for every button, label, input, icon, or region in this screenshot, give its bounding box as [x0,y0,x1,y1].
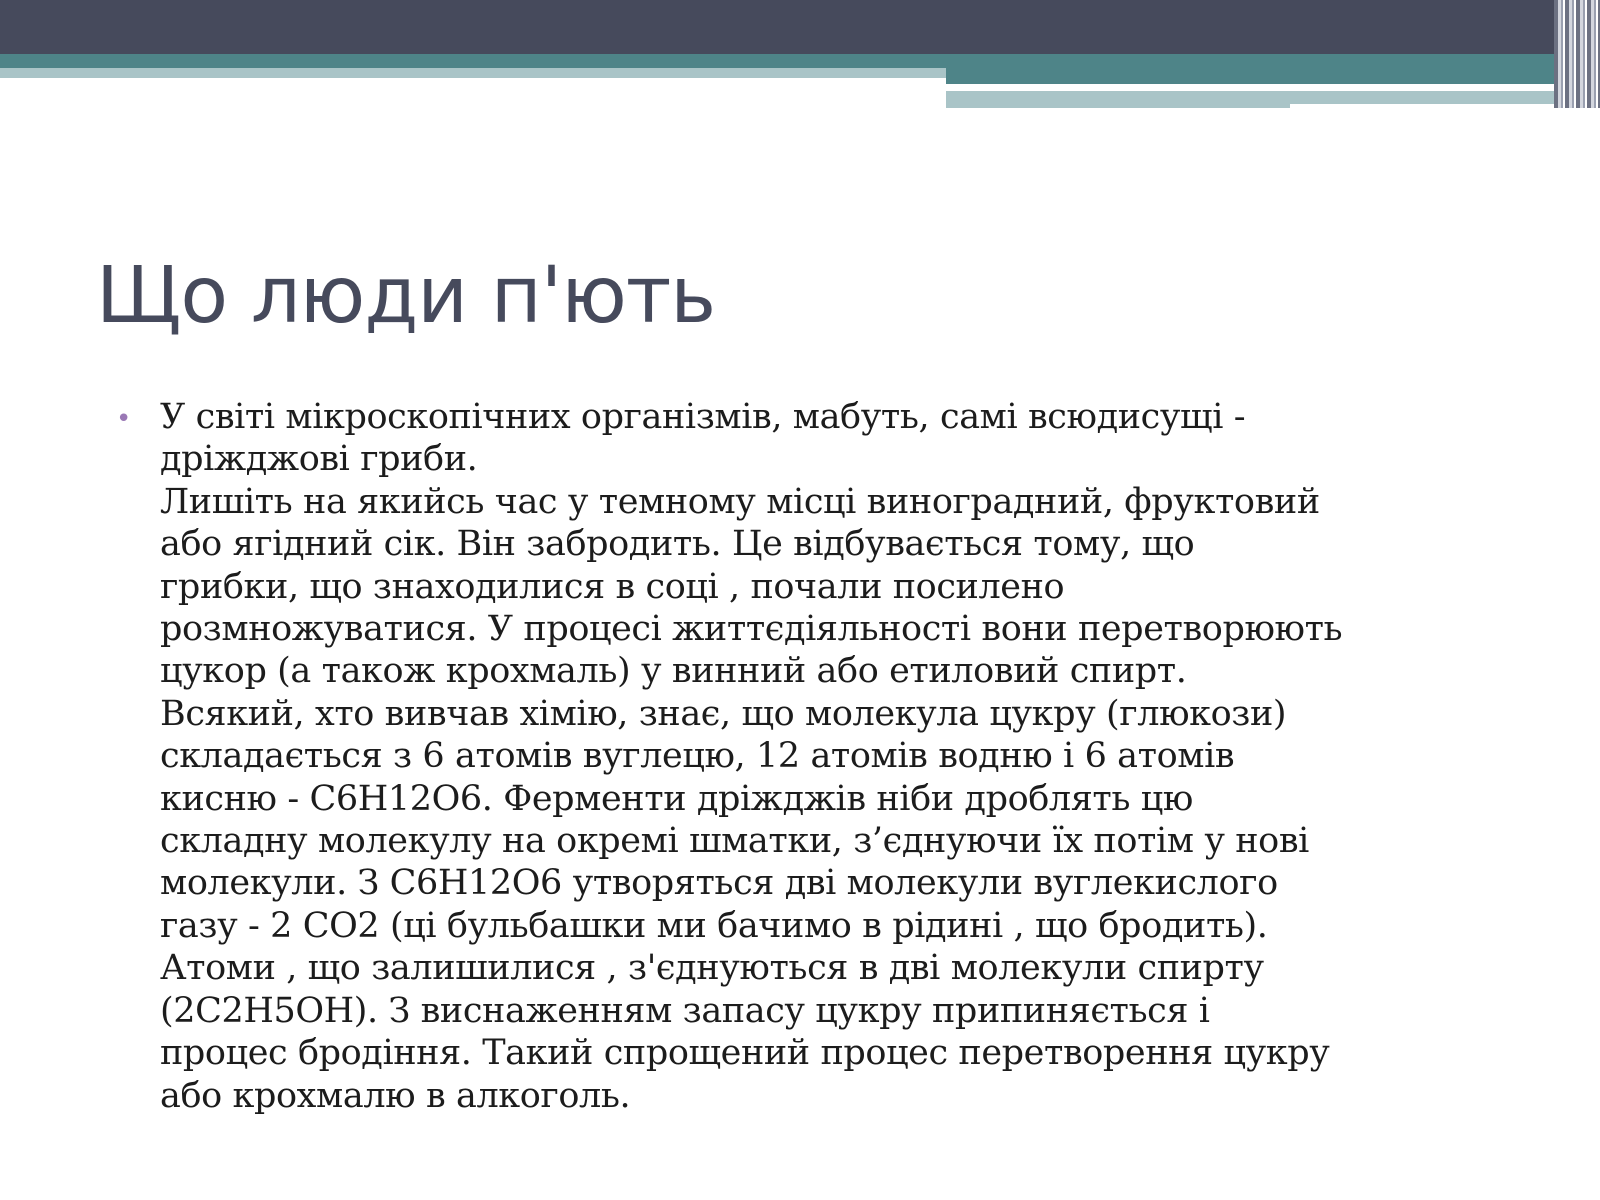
bullet-dot-icon: • [116,404,132,434]
header-bar-teal-right [946,68,1600,84]
bullet-item [112,396,1532,1117]
header-bar-gap [946,84,1486,88]
bullet-list [112,396,1532,1117]
header-bar-light [0,68,946,78]
header-bar-dark [0,0,1600,54]
bullet-text: У світі мікроскопічних організмів, мабуть, самі всюдисущі - дріжджові гриби. Лишіть на якийсь час у темному місці виноградний, фруктовий або ягідний сік. Він забродить. Це відбувається тому, що грибки, що знаходилися в соці , почали посилено розмножуватися. У процесі життєдіяльності вони перетворюють цукор (а також крохмаль) у винний або етиловий спирт. Всякий, хто вивчав хімію, знає, що молекула цукру (глюкози) складається з 6 атомів вуглецю, 12 атомів водню і 6 атомів кисню - С6Н12О6. Ферменти дріжджів ніби дроблять цю складну молекулу на окремі шматки, з’єднуючи їх потім у нові молекули. З С6Н12О6 утворяться дві молекули вуглекислого газу - 2 СО2 (ці бульбашки ми бачимо в рідині , що бродить). Атоми , що залишилися , з'єднуються в дві молекули спирту (2С2Н5ОН). З виснаженням запасу цукру припиняється і процес бродіння. Такий спрощений процес перетворення цукру або крохмалю в алкоголь. [160,397,1343,1116]
decorative-stripes [1554,0,1600,108]
slide-title: Що люди п'ють [96,251,716,341]
header-bar-teal [0,54,1600,68]
